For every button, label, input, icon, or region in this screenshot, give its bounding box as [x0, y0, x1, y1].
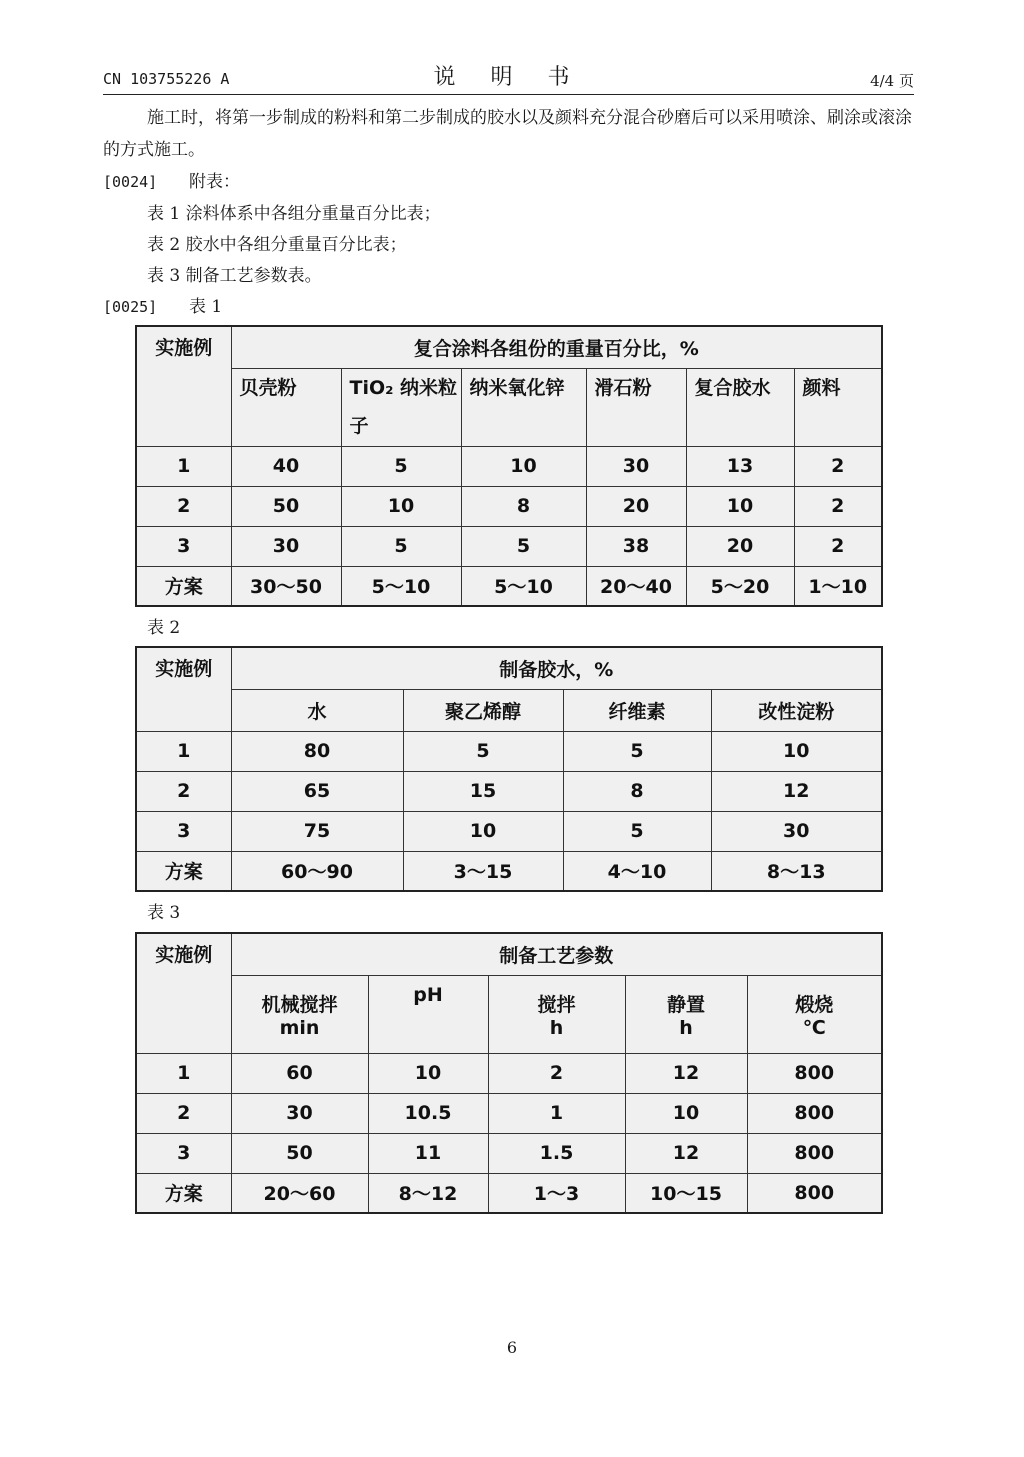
column-header — [231, 975, 368, 1053]
paragraph-construction: 施工时，将第一步制成的粉料和第二步制成的胶水以及颜料充分混合砂磨后可以采用喷涂、刷涂或滚涂的方式施工。 — [103, 108, 912, 160]
table-cell: 20 — [586, 486, 686, 526]
table-cell: 30～50 — [231, 566, 341, 606]
row-label: 2 — [136, 1093, 231, 1133]
table-cell: 2 — [794, 486, 882, 526]
table-corner-header: 实施例 — [136, 933, 231, 1053]
list-item: 表 1 涂料体系中各组分重量百分比表； — [147, 204, 441, 224]
column-header — [747, 975, 882, 1053]
page-indicator: 4/4 页 — [870, 72, 914, 90]
paragraph-text: 附表： — [189, 172, 240, 192]
table-cell: 2 — [488, 1053, 625, 1093]
table-cell: 8 — [563, 771, 711, 811]
paragraph-number: [0024] — [103, 173, 158, 191]
table-cell: 60 — [231, 1053, 368, 1093]
table-cell: 10 — [625, 1093, 747, 1133]
table-row — [136, 486, 882, 526]
column-header: 复合胶水 — [686, 368, 794, 446]
table-cell: 8 — [461, 486, 586, 526]
table-cell: 13 — [686, 446, 794, 486]
table-cell: 10 — [711, 731, 882, 771]
table-glue-composition — [135, 646, 883, 892]
table-cell: 1 — [488, 1093, 625, 1133]
table-cell: 10～15 — [625, 1173, 747, 1213]
table-cell: 5 — [461, 526, 586, 566]
table-row — [136, 731, 882, 771]
table-cell: 12 — [625, 1053, 747, 1093]
table-cell: 40 — [231, 446, 341, 486]
table-coating-composition — [135, 325, 883, 607]
table-cell: 8～13 — [711, 851, 882, 891]
table-cell: 5～20 — [686, 566, 794, 606]
table-cell: 80 — [231, 731, 403, 771]
table-cell: 2 — [794, 446, 882, 486]
column-name: 静置 — [666, 993, 705, 1016]
table-caption: 表 2 — [147, 618, 181, 638]
table-cell: 10.5 — [368, 1093, 488, 1133]
table-cell: 5 — [563, 731, 711, 771]
table-cell: 1.5 — [488, 1133, 625, 1173]
table-cell: 800 — [747, 1133, 882, 1173]
column-header: 滑石粉 — [586, 368, 686, 446]
table-group-header: 制备工艺参数 — [231, 933, 882, 975]
table-cell: 30 — [711, 811, 882, 851]
table-cell: 75 — [231, 811, 403, 851]
table-cell: 20 — [686, 526, 794, 566]
document-title: 说 明 书 — [433, 65, 584, 90]
table-cell: 5～10 — [341, 566, 461, 606]
row-label: 2 — [136, 486, 231, 526]
table-caption: 表 1 — [189, 297, 223, 317]
table-caption: 表 3 — [147, 903, 181, 923]
row-label: 方案 — [136, 851, 231, 891]
column-name: 机械搅拌 — [261, 993, 338, 1016]
row-label: 3 — [136, 811, 231, 851]
row-label: 3 — [136, 1133, 231, 1173]
table-cell: 11 — [368, 1133, 488, 1173]
table-cell: 12 — [711, 771, 882, 811]
paragraph-number: [0025] — [103, 298, 158, 316]
row-label: 1 — [136, 731, 231, 771]
page-header — [103, 60, 914, 95]
table-corner-header: 实施例 — [136, 326, 231, 446]
table-row — [136, 1173, 882, 1213]
table-cell: 5～10 — [461, 566, 586, 606]
table-cell: 50 — [231, 1133, 368, 1173]
table-cell: 10 — [368, 1053, 488, 1093]
list-item: 表 3 制备工艺参数表。 — [147, 266, 322, 286]
table-cell: 800 — [747, 1173, 882, 1213]
paragraph-0024 — [103, 166, 240, 198]
column-name: 煅烧 — [795, 993, 834, 1016]
column-unit: ℃ — [802, 1016, 826, 1039]
column-unit: min — [279, 1016, 320, 1039]
row-label: 3 — [136, 526, 231, 566]
table-cell: 5 — [341, 446, 461, 486]
column-name: pH — [413, 983, 443, 1006]
table-row — [136, 1053, 882, 1093]
table-row — [136, 1093, 882, 1133]
page-number: 6 — [506, 1338, 518, 1357]
column-header: 颜料 — [794, 368, 882, 446]
table-row — [136, 851, 882, 891]
column-header: 纳米氧化锌 — [461, 368, 586, 446]
row-label: 方案 — [136, 566, 231, 606]
table-cell: 4～10 — [563, 851, 711, 891]
column-header — [625, 975, 747, 1053]
row-label: 方案 — [136, 1173, 231, 1213]
table-cell: 20～60 — [231, 1173, 368, 1213]
list-item: 表 2 胶水中各组分重量百分比表； — [147, 235, 407, 255]
table-cell: 20～40 — [586, 566, 686, 606]
table-row — [136, 526, 882, 566]
table-cell: 30 — [231, 1093, 368, 1133]
column-header: 纤维素 — [563, 689, 711, 731]
column-name: 搅拌 — [537, 993, 576, 1016]
table-cell: 8～12 — [368, 1173, 488, 1213]
column-unit: h — [549, 1016, 564, 1039]
column-header: 聚乙烯醇 — [403, 689, 563, 731]
table-cell: 3～15 — [403, 851, 563, 891]
table-cell: 10 — [341, 486, 461, 526]
table-cell: 60～90 — [231, 851, 403, 891]
column-header: 水 — [231, 689, 403, 731]
column-header: 贝壳粉 — [231, 368, 341, 446]
table-cell: 1～10 — [794, 566, 882, 606]
table-cell: 10 — [403, 811, 563, 851]
table-cell: 12 — [625, 1133, 747, 1173]
table-row — [136, 771, 882, 811]
table-row — [136, 446, 882, 486]
table-cell: 2 — [794, 526, 882, 566]
table-cell: 1～3 — [488, 1173, 625, 1213]
column-header — [488, 975, 625, 1053]
table-cell: 50 — [231, 486, 341, 526]
table-cell: 10 — [461, 446, 586, 486]
table-row — [136, 566, 882, 606]
document-id: CN 103755226 A — [103, 70, 230, 88]
table-cell: 15 — [403, 771, 563, 811]
table-cell: 30 — [231, 526, 341, 566]
table-cell: 38 — [586, 526, 686, 566]
table-cell: 800 — [747, 1093, 882, 1133]
column-header: 改性淀粉 — [711, 689, 882, 731]
column-header — [368, 975, 488, 1053]
table-cell: 30 — [586, 446, 686, 486]
paragraph-0025 — [103, 291, 222, 323]
table-group-header: 制备胶水，% — [231, 647, 882, 689]
table-row — [136, 1133, 882, 1173]
table-row — [136, 811, 882, 851]
table-cell: 5 — [341, 526, 461, 566]
table-cell: 800 — [747, 1053, 882, 1093]
column-header: TiO₂ 纳米粒子 — [341, 368, 461, 446]
table-cell: 10 — [686, 486, 794, 526]
table-process-parameters — [135, 932, 883, 1214]
column-unit: h — [679, 1016, 693, 1039]
row-label: 2 — [136, 771, 231, 811]
row-label: 1 — [136, 446, 231, 486]
table-group-header: 复合涂料各组份的重量百分比，% — [231, 326, 882, 368]
table-corner-header: 实施例 — [136, 647, 231, 731]
row-label: 1 — [136, 1053, 231, 1093]
table-cell: 5 — [563, 811, 711, 851]
table-cell: 65 — [231, 771, 403, 811]
table-cell: 5 — [403, 731, 563, 771]
